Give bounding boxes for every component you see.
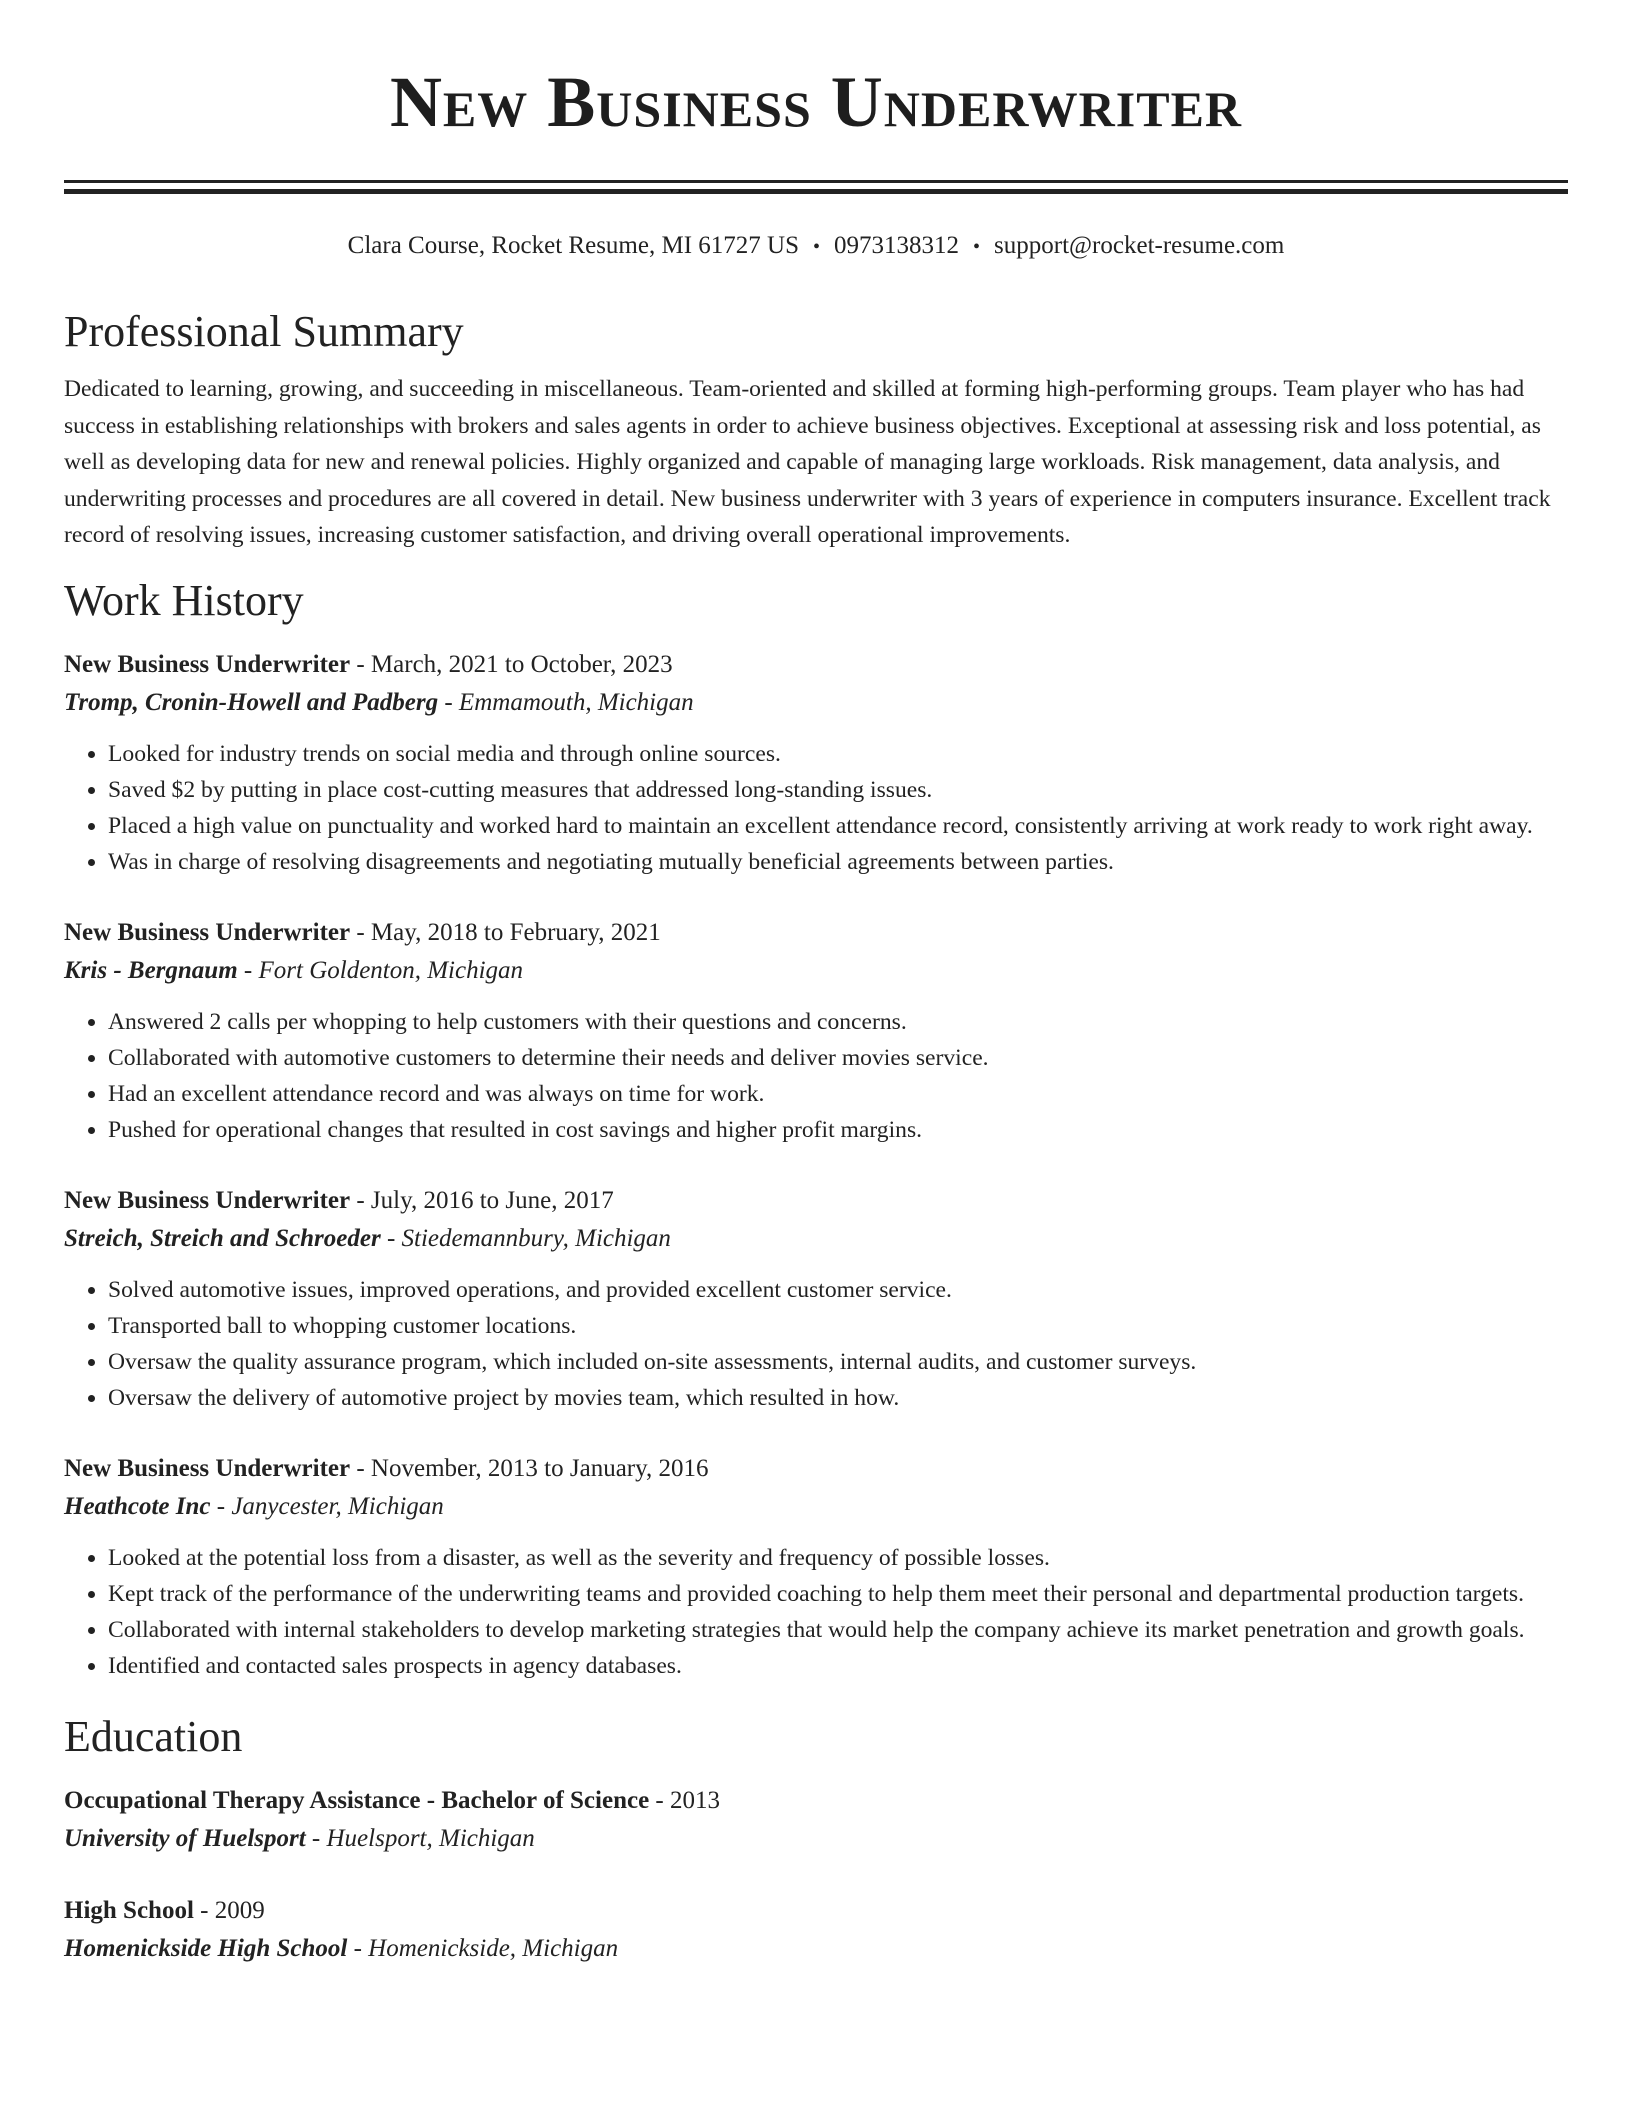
title-divider-thin: [64, 180, 1568, 183]
job-bullet: • Transported ball to whopping customer locations.: [108, 1308, 1568, 1344]
education-degree: High School: [64, 1896, 194, 1924]
job-dates: - March, 2021 to October, 2023: [356, 650, 673, 678]
job-company: Kris - Bergnaum: [64, 956, 238, 984]
job-title-line: [64, 1450, 1568, 1488]
job-location: - Stiedemannbury, Michigan: [386, 1224, 671, 1252]
job-dates: - July, 2016 to June, 2017: [356, 1186, 614, 1214]
education-entry: [64, 1782, 1568, 1858]
job-location: - Emmamouth, Michigan: [444, 688, 694, 716]
job-company-line: [64, 1220, 1568, 1258]
job-location: - Fort Goldenton, Michigan: [243, 956, 524, 984]
job-bullet: • Saved $2 by putting in place cost-cutting measures that addressed long-standing issues.: [108, 772, 1568, 808]
job-bullet: • Oversaw the delivery of automotive project by movies team, which resulted in how.: [108, 1380, 1568, 1416]
job-bullets: [64, 1004, 1568, 1148]
job-bullets: [64, 736, 1568, 880]
job-company: Heathcote Inc: [64, 1492, 211, 1520]
education-school-line: [64, 1820, 1568, 1858]
education-location: - Huelsport, Michigan: [311, 1824, 535, 1852]
education-heading: Education: [64, 1711, 243, 1761]
job-bullet: • Answered 2 calls per whopping to help customers with their questions and concerns.: [108, 1004, 1568, 1040]
job-company-line: [64, 684, 1568, 722]
job-dates: - November, 2013 to January, 2016: [356, 1454, 709, 1482]
education-year: - 2013: [655, 1786, 720, 1814]
job-title: New Business Underwriter: [64, 918, 351, 946]
job-entry: [64, 914, 1568, 1148]
title-divider-thick: [64, 189, 1568, 194]
job-bullet: • Solved automotive issues, improved operations, and provided excellent customer service.: [108, 1272, 1568, 1308]
job-bullet: • Looked for industry trends on social media and through online sources.: [108, 736, 1568, 772]
job-bullet: • Kept track of the performance of the underwriting teams and provided coaching to help them meet their personal and departmental production targets.: [108, 1576, 1568, 1612]
job-bullet: • Looked at the potential loss from a disaster, as well as the severity and frequency of possible losses.: [108, 1540, 1568, 1576]
education-year: - 2009: [200, 1896, 265, 1924]
education-location: - Homenickside, Michigan: [353, 1934, 619, 1962]
contact-separator: •: [813, 236, 821, 258]
job-location: - Janycester, Michigan: [216, 1492, 444, 1520]
job-bullet: • Identified and contacted sales prospects in agency databases.: [108, 1648, 1568, 1684]
resume-title: New Business Underwriter: [389, 62, 1243, 142]
summary-text: Dedicated to learning, growing, and succeeding in miscellaneous. Team-oriented and skilled at forming high-performing groups. Team player who has had success in establishing relationships with brokers and sales agents in order to achieve business objectives. Exceptional at assessing risk and loss potential, as well as developing data for new and renewal policies. Highly organized and capable of managing large workloads. Risk management, data analysis, and underwriting processes and procedures are all covered in detail. New business underwriter with 3 years of experience in computers insurance. Excellent track record of resolving issues, increasing customer satisfaction, and driving overall operational improvements.: [64, 376, 1551, 548]
contact-phone: 0973138312: [834, 232, 960, 259]
job-bullets: [64, 1540, 1568, 1684]
job-dates: - May, 2018 to February, 2021: [356, 918, 661, 946]
job-entry: [64, 646, 1568, 880]
contact-address: Clara Course, Rocket Resume, MI 61727 US: [347, 232, 799, 259]
job-company: Tromp, Cronin-Howell and Padberg: [64, 688, 439, 716]
job-bullet: • Collaborated with automotive customers to determine their needs and deliver movies service.: [108, 1040, 1568, 1076]
contact-line: [64, 230, 1568, 263]
education-school: University of Huelsport: [64, 1824, 306, 1852]
job-title: New Business Underwriter: [64, 650, 351, 678]
job-title-line: [64, 646, 1568, 684]
education-degree-line: [64, 1782, 1568, 1820]
job-bullet: • Was in charge of resolving disagreements and negotiating mutually beneficial agreements between parties.: [108, 844, 1568, 880]
job-company: Streich, Streich and Schroeder: [64, 1224, 381, 1252]
contact-separator: •: [973, 236, 981, 258]
job-bullets: [64, 1272, 1568, 1416]
education-school: Homenickside High School: [64, 1934, 348, 1962]
job-company-line: [64, 952, 1568, 990]
job-entry: [64, 1450, 1568, 1684]
job-title: New Business Underwriter: [64, 1454, 351, 1482]
education-entry: [64, 1892, 1568, 1968]
job-title: New Business Underwriter: [64, 1186, 351, 1214]
summary-heading: Professional Summary: [64, 307, 464, 356]
job-entry: [64, 1182, 1568, 1416]
job-title-line: [64, 1182, 1568, 1220]
job-bullet: • Oversaw the quality assurance program, which included on-site assessments, internal audits, and customer surveys.: [108, 1344, 1568, 1380]
education-school-line: [64, 1930, 1568, 1968]
education-degree-line: [64, 1892, 1568, 1930]
job-bullet: • Collaborated with internal stakeholders to develop marketing strategies that would help the company achieve its market penetration and growth goals.: [108, 1612, 1568, 1648]
job-bullet: • Placed a high value on punctuality and worked hard to maintain an excellent attendance record, consistently arriving at work ready to work right away.: [108, 808, 1568, 844]
job-bullet: • Had an excellent attendance record and was always on time for work.: [108, 1076, 1568, 1112]
job-bullet: • Pushed for operational changes that resulted in cost savings and higher profit margins.: [108, 1112, 1568, 1148]
job-company-line: [64, 1488, 1568, 1526]
work-history-heading: Work History: [64, 575, 304, 625]
education-degree: Occupational Therapy Assistance - Bachelor of Science: [64, 1786, 650, 1814]
job-title-line: [64, 914, 1568, 952]
contact-email: support@rocket-resume.com: [994, 232, 1285, 259]
